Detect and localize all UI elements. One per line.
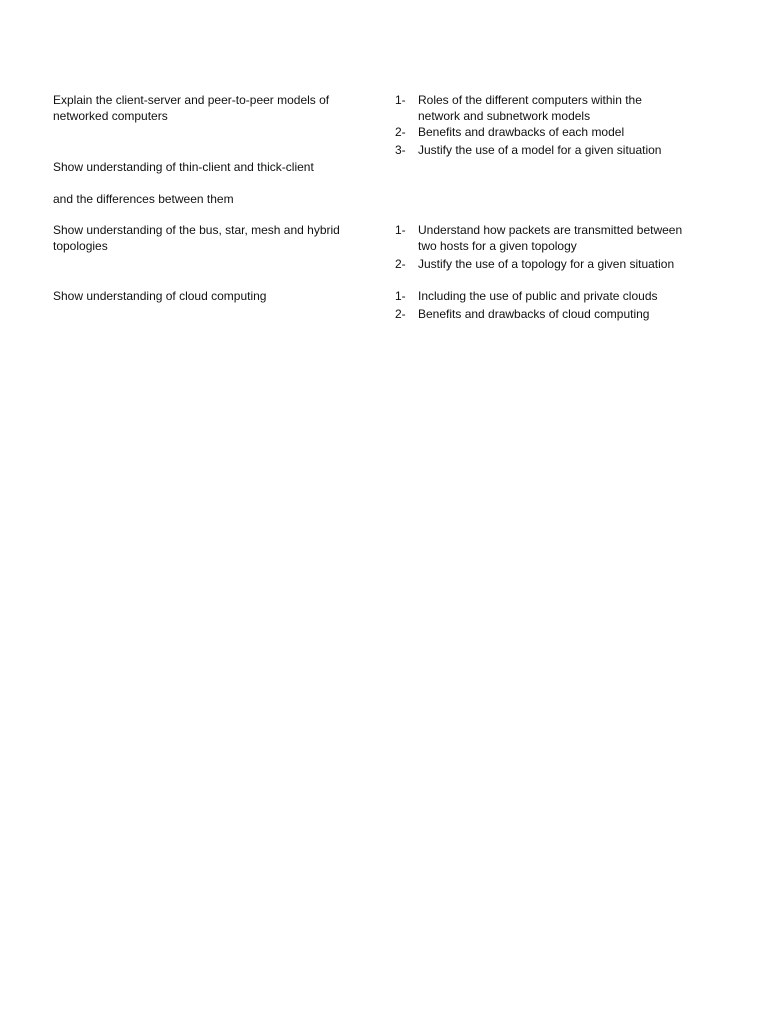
list-item-text: Understand how packets are transmitted between two hosts for a given topology — [418, 223, 683, 253]
list-item-number: 3- — [395, 143, 406, 157]
objective-client-server: Explain the client-server and peer-to-peer models of networked computers — [53, 93, 330, 123]
list-item-number: 2- — [395, 257, 406, 271]
list-item-text: Justify the use of a topology for a given situation — [418, 257, 675, 271]
list-item-number: 2- — [395, 307, 406, 321]
list-item-number: 2- — [395, 125, 406, 139]
list-item-text: Benefits and drawbacks of each model — [418, 125, 625, 139]
objective-topologies: Show understanding of the bus, star, mesh and hybrid topologies — [53, 223, 340, 253]
objective-thin-thick-client: Show understanding of thin-client and thick-client — [53, 160, 314, 174]
list-item-text: Roles of the different computers within the network and subnetwork models — [418, 93, 642, 123]
objective-thin-thick-client-continued: and the differences between them — [53, 192, 234, 206]
list-item-number: 1- — [395, 223, 406, 237]
list-item-text: Justify the use of a model for a given situation — [418, 143, 662, 157]
list-item-text: Benefits and drawbacks of cloud computing — [418, 307, 650, 321]
objective-cloud-computing: Show understanding of cloud computing — [53, 289, 267, 303]
list-item-text: Including the use of public and private clouds — [418, 289, 658, 303]
list-item-number: 1- — [395, 289, 406, 303]
list-item-number: 1- — [395, 93, 406, 107]
